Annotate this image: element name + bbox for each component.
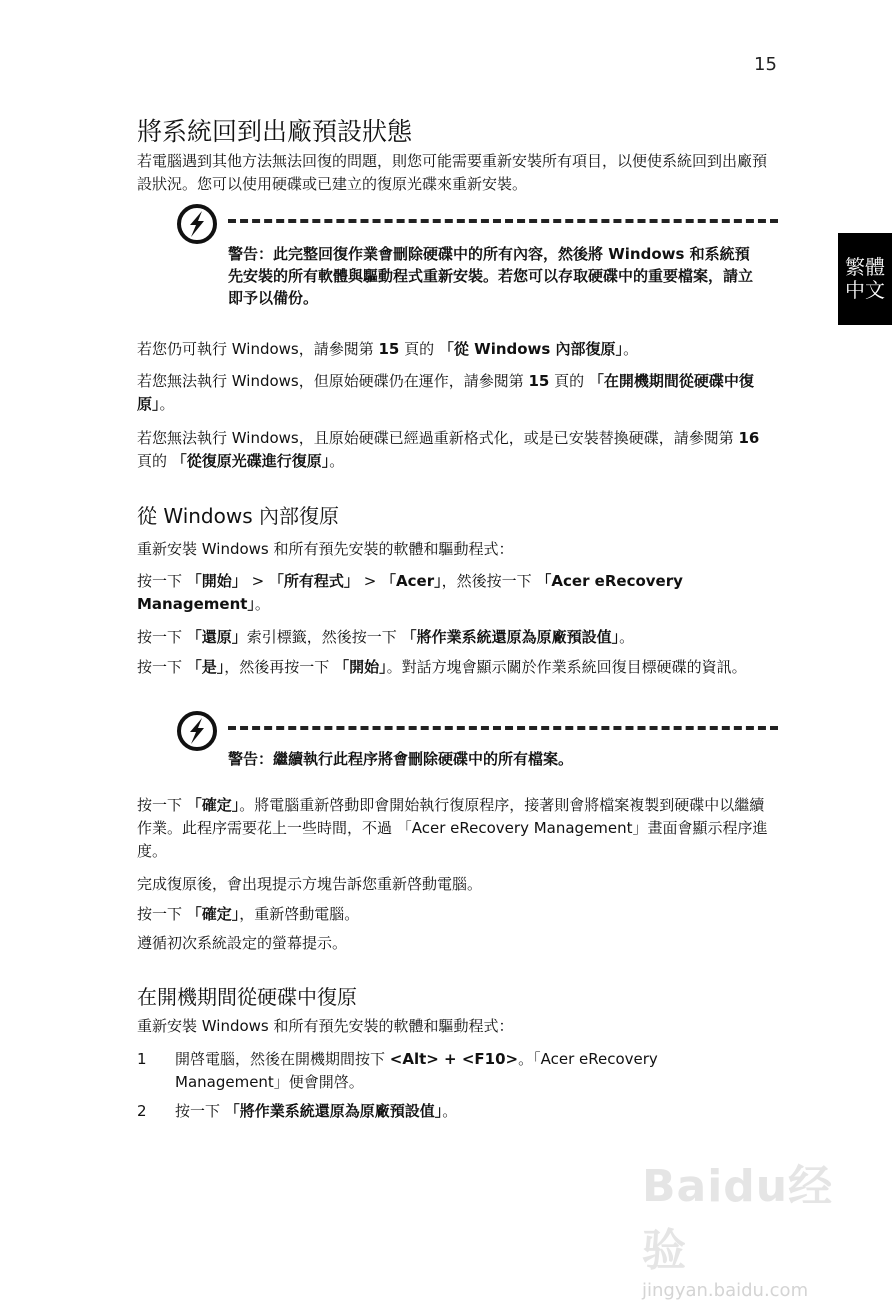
step-confirm xyxy=(137,656,777,679)
text: > xyxy=(358,572,382,590)
ui-term: 「開始」 xyxy=(186,572,247,590)
ui-term: 「Acer eRecovery Management」 xyxy=(137,572,683,613)
text: 頁的 xyxy=(399,340,439,358)
list-item xyxy=(175,1100,735,1123)
text: 按一下 xyxy=(137,905,187,923)
text: 。將電腦重新啓動即會開始執行復原程序，接著則會將檔案複製到硬碟中以繼續作業。此程序需要花上一些時間，不過 「Acer eRecovery Management」畫面會顯示程序進度。 xyxy=(137,796,768,860)
ui-term: 「是」 xyxy=(186,658,225,676)
page-ref: 15 xyxy=(528,372,550,390)
text: 按一下 xyxy=(175,1102,225,1120)
warning-divider xyxy=(228,219,778,223)
warning-divider xyxy=(228,726,778,730)
watermark-logo: Baidu经验 xyxy=(642,1161,834,1276)
text: 按一下 xyxy=(137,796,187,814)
text: 。 xyxy=(442,1102,458,1120)
language-tab xyxy=(838,233,892,325)
watermark xyxy=(642,1150,852,1301)
warning-text: 警告：此完整回復作業會刪除硬碟中的所有內容，然後將 Windows 和系統預先安裝的所有軟體與驅動程式重新安裝。若您可以存取硬碟中的重要檔案，請立即予以備份。 xyxy=(228,245,754,307)
text: 按一下 xyxy=(137,658,187,676)
watermark-url: jingyan.baidu.com xyxy=(642,1280,809,1301)
text: ，然後按一下 xyxy=(441,572,537,590)
page-ref: 15 xyxy=(378,340,400,358)
step-follow-prompts: 遵循初次系統設定的螢幕提示。 xyxy=(137,934,348,952)
step-start-menu xyxy=(137,570,777,616)
text: 。 xyxy=(159,395,175,413)
warning-icon xyxy=(176,203,218,245)
section-link[interactable]: 「從復原光碟進行復原」 xyxy=(171,452,330,470)
page-ref: 16 xyxy=(738,429,760,447)
text: 。「Acer eRecovery Management」便會開啓。 xyxy=(175,1050,658,1091)
text: 若您仍可執行 Windows，請參閱第 xyxy=(137,340,379,358)
text: 。對話方塊會顯示關於作業系統回復目標硬碟的資訊。 xyxy=(386,658,747,676)
text: ，然後再按一下 xyxy=(224,658,335,676)
text: 。 xyxy=(619,628,635,646)
step-restore-tab xyxy=(137,626,777,649)
step-ok-restart xyxy=(137,794,777,863)
text: 開啓電腦，然後在開機期間按下 xyxy=(175,1050,390,1068)
section2-intro: 重新安裝 Windows 和所有預先安裝的軟體和驅動程式： xyxy=(137,1017,514,1035)
case-paragraph-1 xyxy=(137,338,777,361)
text: 若您無法執行 Windows，但原始硬碟仍在運作，請參閱第 xyxy=(137,372,529,390)
ui-term: 「確定」 xyxy=(186,796,240,814)
list-item xyxy=(175,1048,735,1094)
text: 頁的 xyxy=(137,452,172,470)
step-complete: 完成復原後，會出現提示方塊告訴您重新啓動電腦。 xyxy=(137,875,483,893)
ui-term: 「將作業系統還原為原廠預設值」 xyxy=(224,1102,443,1120)
text: 。 xyxy=(254,595,270,613)
ui-term: 「Acer」 xyxy=(381,572,442,590)
section-link[interactable]: 「從 Windows 內部復原」 xyxy=(438,340,624,358)
ui-term: 「還原」 xyxy=(186,628,247,646)
ui-term: 「確定」 xyxy=(186,905,240,923)
section-heading-windows: 從 Windows 內部復原 xyxy=(137,504,339,528)
text: 按一下 xyxy=(137,572,187,590)
text: 按一下 xyxy=(137,628,187,646)
ui-term: 「開始」 xyxy=(334,658,387,676)
page-number: 15 xyxy=(754,54,777,75)
section-heading-boot: 在開機期間從硬碟中復原 xyxy=(137,985,357,1009)
text: 。 xyxy=(623,340,639,358)
warning-icon xyxy=(176,710,218,752)
ui-term: 「將作業系統還原為原廠預設值」 xyxy=(401,628,620,646)
intro-paragraph: 若電腦遇到其他方法無法回復的問題，則您可能需要重新安裝所有項目，以便使系統回到出廠預設狀況。您可以使用硬碟或已建立的復原光碟來重新安裝。 xyxy=(137,152,768,193)
page-title: 將系統回到出廠預設狀態 xyxy=(137,117,413,146)
case-paragraph-2 xyxy=(137,370,777,416)
list-item-number: 2 xyxy=(137,1102,147,1120)
language-tab-label: 繁體中文 xyxy=(845,255,885,302)
section-link[interactable]: 「在開機期間從硬碟中復原」 xyxy=(137,372,754,413)
text: 。 xyxy=(329,452,345,470)
key-combo: <Alt> + <F10> xyxy=(389,1050,519,1068)
text: 若您無法執行 Windows，且原始硬碟已經過重新格式化，或是已安裝替換硬碟，請參閱第 xyxy=(137,429,739,447)
text: ，重新啓動電腦。 xyxy=(239,905,360,923)
step-ok-reboot xyxy=(137,903,777,926)
warning-text: 警告：繼續執行此程序將會刪除硬碟中的所有檔案。 xyxy=(228,750,574,768)
text: 索引標籤，然後按一下 xyxy=(246,628,402,646)
text: > xyxy=(246,572,269,590)
list-item-number: 1 xyxy=(137,1050,147,1068)
ui-term: 「所有程式」 xyxy=(268,572,359,590)
text: 頁的 xyxy=(549,372,589,390)
section1-intro: 重新安裝 Windows 和所有預先安裝的軟體和驅動程式： xyxy=(137,540,514,558)
case-paragraph-3 xyxy=(137,427,777,473)
